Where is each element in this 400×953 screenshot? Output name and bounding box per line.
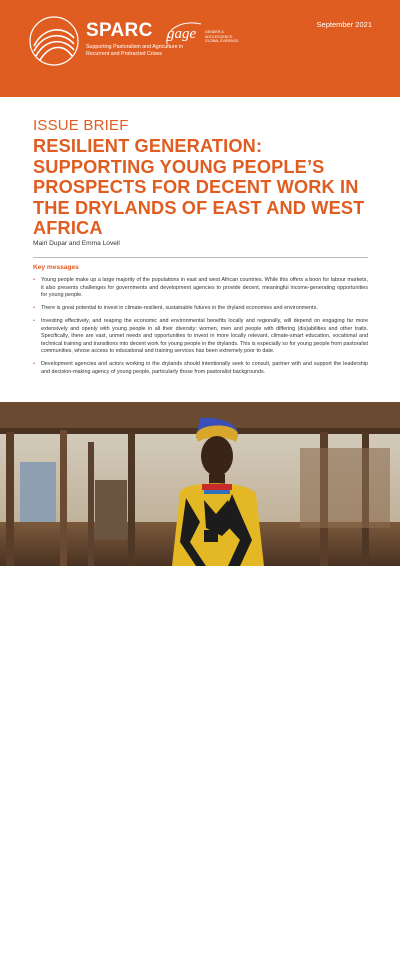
key-message-text: Investing effectively, and reaping the economic and environmental benefits locally and regionally, will depend on engaging far more extensively and openly with young people in all their diversity: women, men and people with differing (dis)abilities and other traits. Specifically, there are vast, unmet needs and opportunities to invest in more locally relevant, climate-smart education, vocational and technical training and transitions into decent work for young people in the drylands. This is especially so for young people from pastoralist communities, whose access to educational and training services has been extremely poor to date. [41, 318, 368, 354]
header-banner [0, 0, 400, 97]
bullet-icon: • [33, 277, 35, 283]
partner-logo-text: gage [167, 26, 197, 42]
document-type-label: ISSUE BRIEF [33, 117, 129, 134]
key-message-item [33, 318, 368, 356]
key-message-text: Development agencies and actors working in the drylands should intentionally seek to consult, partner with and support the leadership and decision-making agency of young people, particularly those from pastoralist backgrounds. [41, 361, 368, 375]
brand-subtitle: Supporting Pastoralism and Agriculture in Recurrent and Protracted Crises [86, 44, 184, 57]
key-message-item [33, 305, 368, 313]
publication-date: September 2021 [316, 20, 372, 29]
key-message-text: There is great potential to invest in climate-resilient, sustainable futures in the dryland economies and environments. [41, 305, 318, 311]
partner-subtitle: GENDER & ADOLESCENCE: GLOBAL EVIDENCE [205, 30, 239, 44]
key-messages-heading: Key messages [33, 264, 79, 271]
bullet-icon: • [33, 318, 35, 324]
photo-caption: A young Hamer woman in the village of Turmi, Ethiopia © Rod Waddington/Flickr (CC BY-SA 2.0) [33, 942, 199, 953]
document-title: RESILIENT GENERATION: SUPPORTING YOUNG PEOPLE’S PROSPECTS FOR DECENT WORK IN THE DRYLANDS OF EAST AND WEST AFRICA [33, 136, 365, 238]
sparc-logo-icon [28, 16, 80, 66]
key-message-item [33, 277, 368, 300]
cover-photo [0, 402, 400, 953]
bullet-icon: • [33, 305, 35, 311]
authors: Mairi Dupar and Emma Lovell [33, 240, 120, 247]
divider [33, 257, 368, 258]
bullet-icon: • [33, 361, 35, 367]
gage-logo-icon [163, 18, 205, 48]
brand-name: SPARC [86, 20, 153, 41]
key-messages-list [33, 277, 368, 382]
key-message-item [33, 361, 368, 376]
photo-illustration [0, 402, 400, 566]
key-message-text: Young people make up a large majority of the populations in east and west African countries. While this offers a boon for labour markets, it also presents challenges for governments and development agencies to provide decent, meaningful income-generating opportunities for young people. [41, 277, 368, 298]
